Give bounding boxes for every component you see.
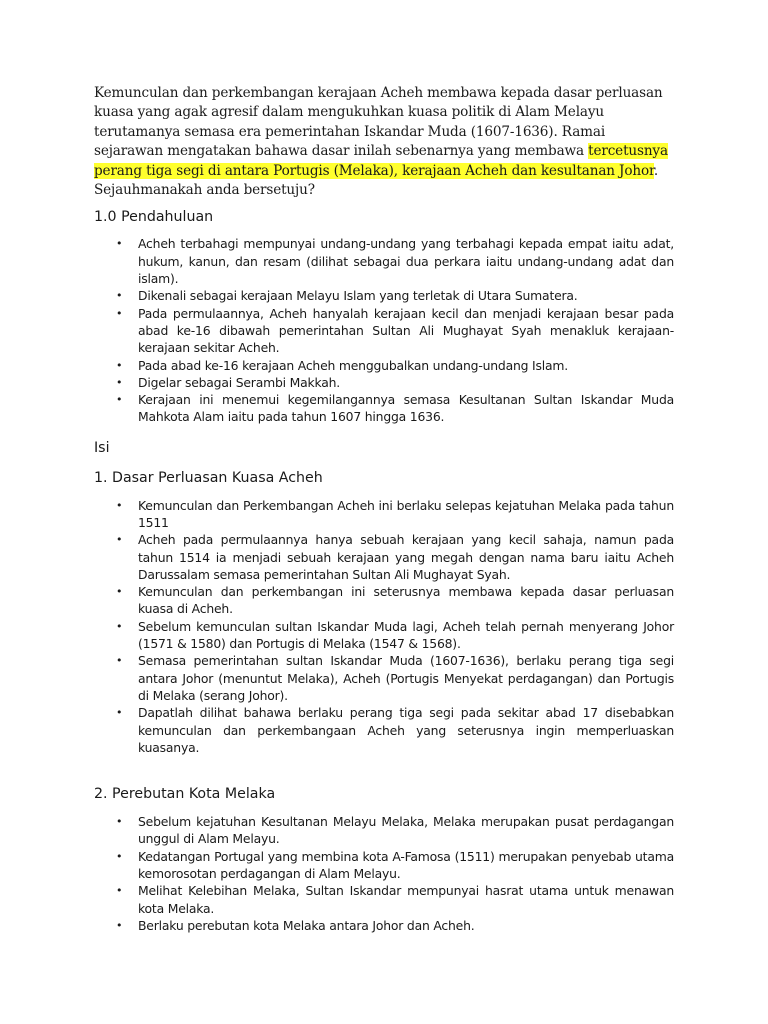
bullet-icon: • [116,358,123,372]
list-item: • Acheh terbahagi mempunyai undang-undang yang terbahagi kepada empat iaitu adat, hukum, kanun, dan resam (dilihat sebagai dua perkara iaitu undang-undang adat dan islam). [116,236,674,287]
list-item: • Dikenali sebagai kerajaan Melayu Islam yang terletak di Utara Sumatera. [116,288,578,304]
list-item: • Sebelum kemunculan sultan Iskandar Muda lagi, Acheh telah pernah menyerang Johor (1571 & 1580) dan Portugis di Melaka (1547 & 1568). [116,618,674,652]
heading-isi: Isi [94,439,110,456]
question-highlight: tercetusnya perang tiga segi di antara Portugis (Melaka), kerajaan Acheh dan kesultanan Johor [94,143,668,179]
question-text-end: . Sejauhmanakah anda bersetuju? [94,162,659,199]
heading-perebutan-kota-melaka: 2. Perebutan Kota Melaka [94,786,276,803]
list-item: • Kemunculan dan Perkembangan Acheh ini berlaku selepas kejatuhan Melaka pada tahun 1511 [116,497,674,530]
bullet-icon: • [116,533,123,547]
bullet-icon: • [116,815,123,829]
bullet-icon: • [116,918,123,932]
list-pendahuluan [94,235,674,425]
question-text-start: Kemunculan dan perkembangan kerajaan Acheh membawa kepada dasar perluasan kuasa yang agak agresif dalam mengukuhkan kuasa politik di Alam Melayu terutamanya semasa era pemerintahan Iskandar Muda (1607-1636). Ramai sejarawan mengatakan bahawa dasar inilah sebenarnya yang membawa [94,85,663,160]
essay-question [94,84,674,200]
bullet-icon: • [116,393,123,407]
bullet-icon: • [116,375,123,389]
list-item: • Melihat Kelebihan Melaka, Sultan Iskandar mempunyai hasrat utama untuk menawan kota Melaka. [116,883,674,916]
list-perebutan-kota-melaka [94,813,674,934]
bullet-icon: • [116,654,123,668]
list-item: • Kemunculan dan perkembangan ini seterusnya membawa kepada dasar perluasan kuasa di Acheh. [116,584,674,617]
list-item: • Dapatlah dilihat bahawa berlaku perang tiga segi pada sekitar abad 17 disebabkan kemunculan dan perkembangaan Acheh yang seterusnya ingin memperluaskan kuasanya. [116,705,674,755]
bullet-icon: • [116,306,123,320]
list-dasar-perluasan [94,497,674,756]
heading-dasar-perluasan: 1. Dasar Perluasan Kuasa Acheh [94,469,323,486]
bullet-icon: • [116,706,123,720]
bullet-icon: • [116,884,123,898]
list-item: • Semasa pemerintahan sultan Iskandar Muda (1607-1636), berlaku perang tiga segi antara Johor (menuntut Melaka), Acheh (Portugis Menyekat perdagangan) dan Portugis di Melaka (serang Johor). [116,653,674,703]
bullet-icon: • [116,619,123,633]
list-item: • Acheh pada permulaannya hanya sebuah kerajaan yang kecil sahaja, namun pada tahun 1514 ia menjadi sebuah kerajaan yang megah dengan nama baru iaitu Acheh Darussalam semasa pemerintahan Sultan Ali Mughayat Syah. [116,532,674,582]
bullet-icon: • [116,849,123,863]
list-item: • Berlaku perebutan kota Melaka antara Johor dan Acheh. [116,917,475,933]
heading-pendahuluan: 1.0 Pendahuluan [94,209,214,226]
bullet-icon: • [116,585,123,599]
list-item: • Digelar sebagai Serambi Makkah. [116,374,341,390]
bullet-icon: • [116,289,123,303]
list-item: • Kerajaan ini menemui kegemilangannya semasa Kesultanan Sultan Iskandar Muda Mahkota Alam iaitu pada tahun 1607 hingga 1636. [116,392,674,425]
bullet-icon: • [116,237,123,251]
list-item: • Sebelum kejatuhan Kesultanan Melayu Melaka, Melaka merupakan pusat perdagangan unggul di Alam Melayu. [116,814,674,847]
bullet-icon: • [116,498,123,512]
list-item: • Pada permulaannya, Acheh hanyalah kerajaan kecil dan menjadi kerajaan besar pada abad ke-16 dibawah pemerintahan Sultan Ali Mughayat Syah menakluk kerajaan-kerajaan sekitar Acheh. [116,305,674,356]
list-item: • Pada abad ke-16 kerajaan Acheh menggubalkan undang-undang Islam. [116,357,568,373]
list-item: • Kedatangan Portugal yang membina kota A-Famosa (1511) merupakan penyebab utama kemorosotan perdagangan di Alam Melayu. [116,848,674,882]
